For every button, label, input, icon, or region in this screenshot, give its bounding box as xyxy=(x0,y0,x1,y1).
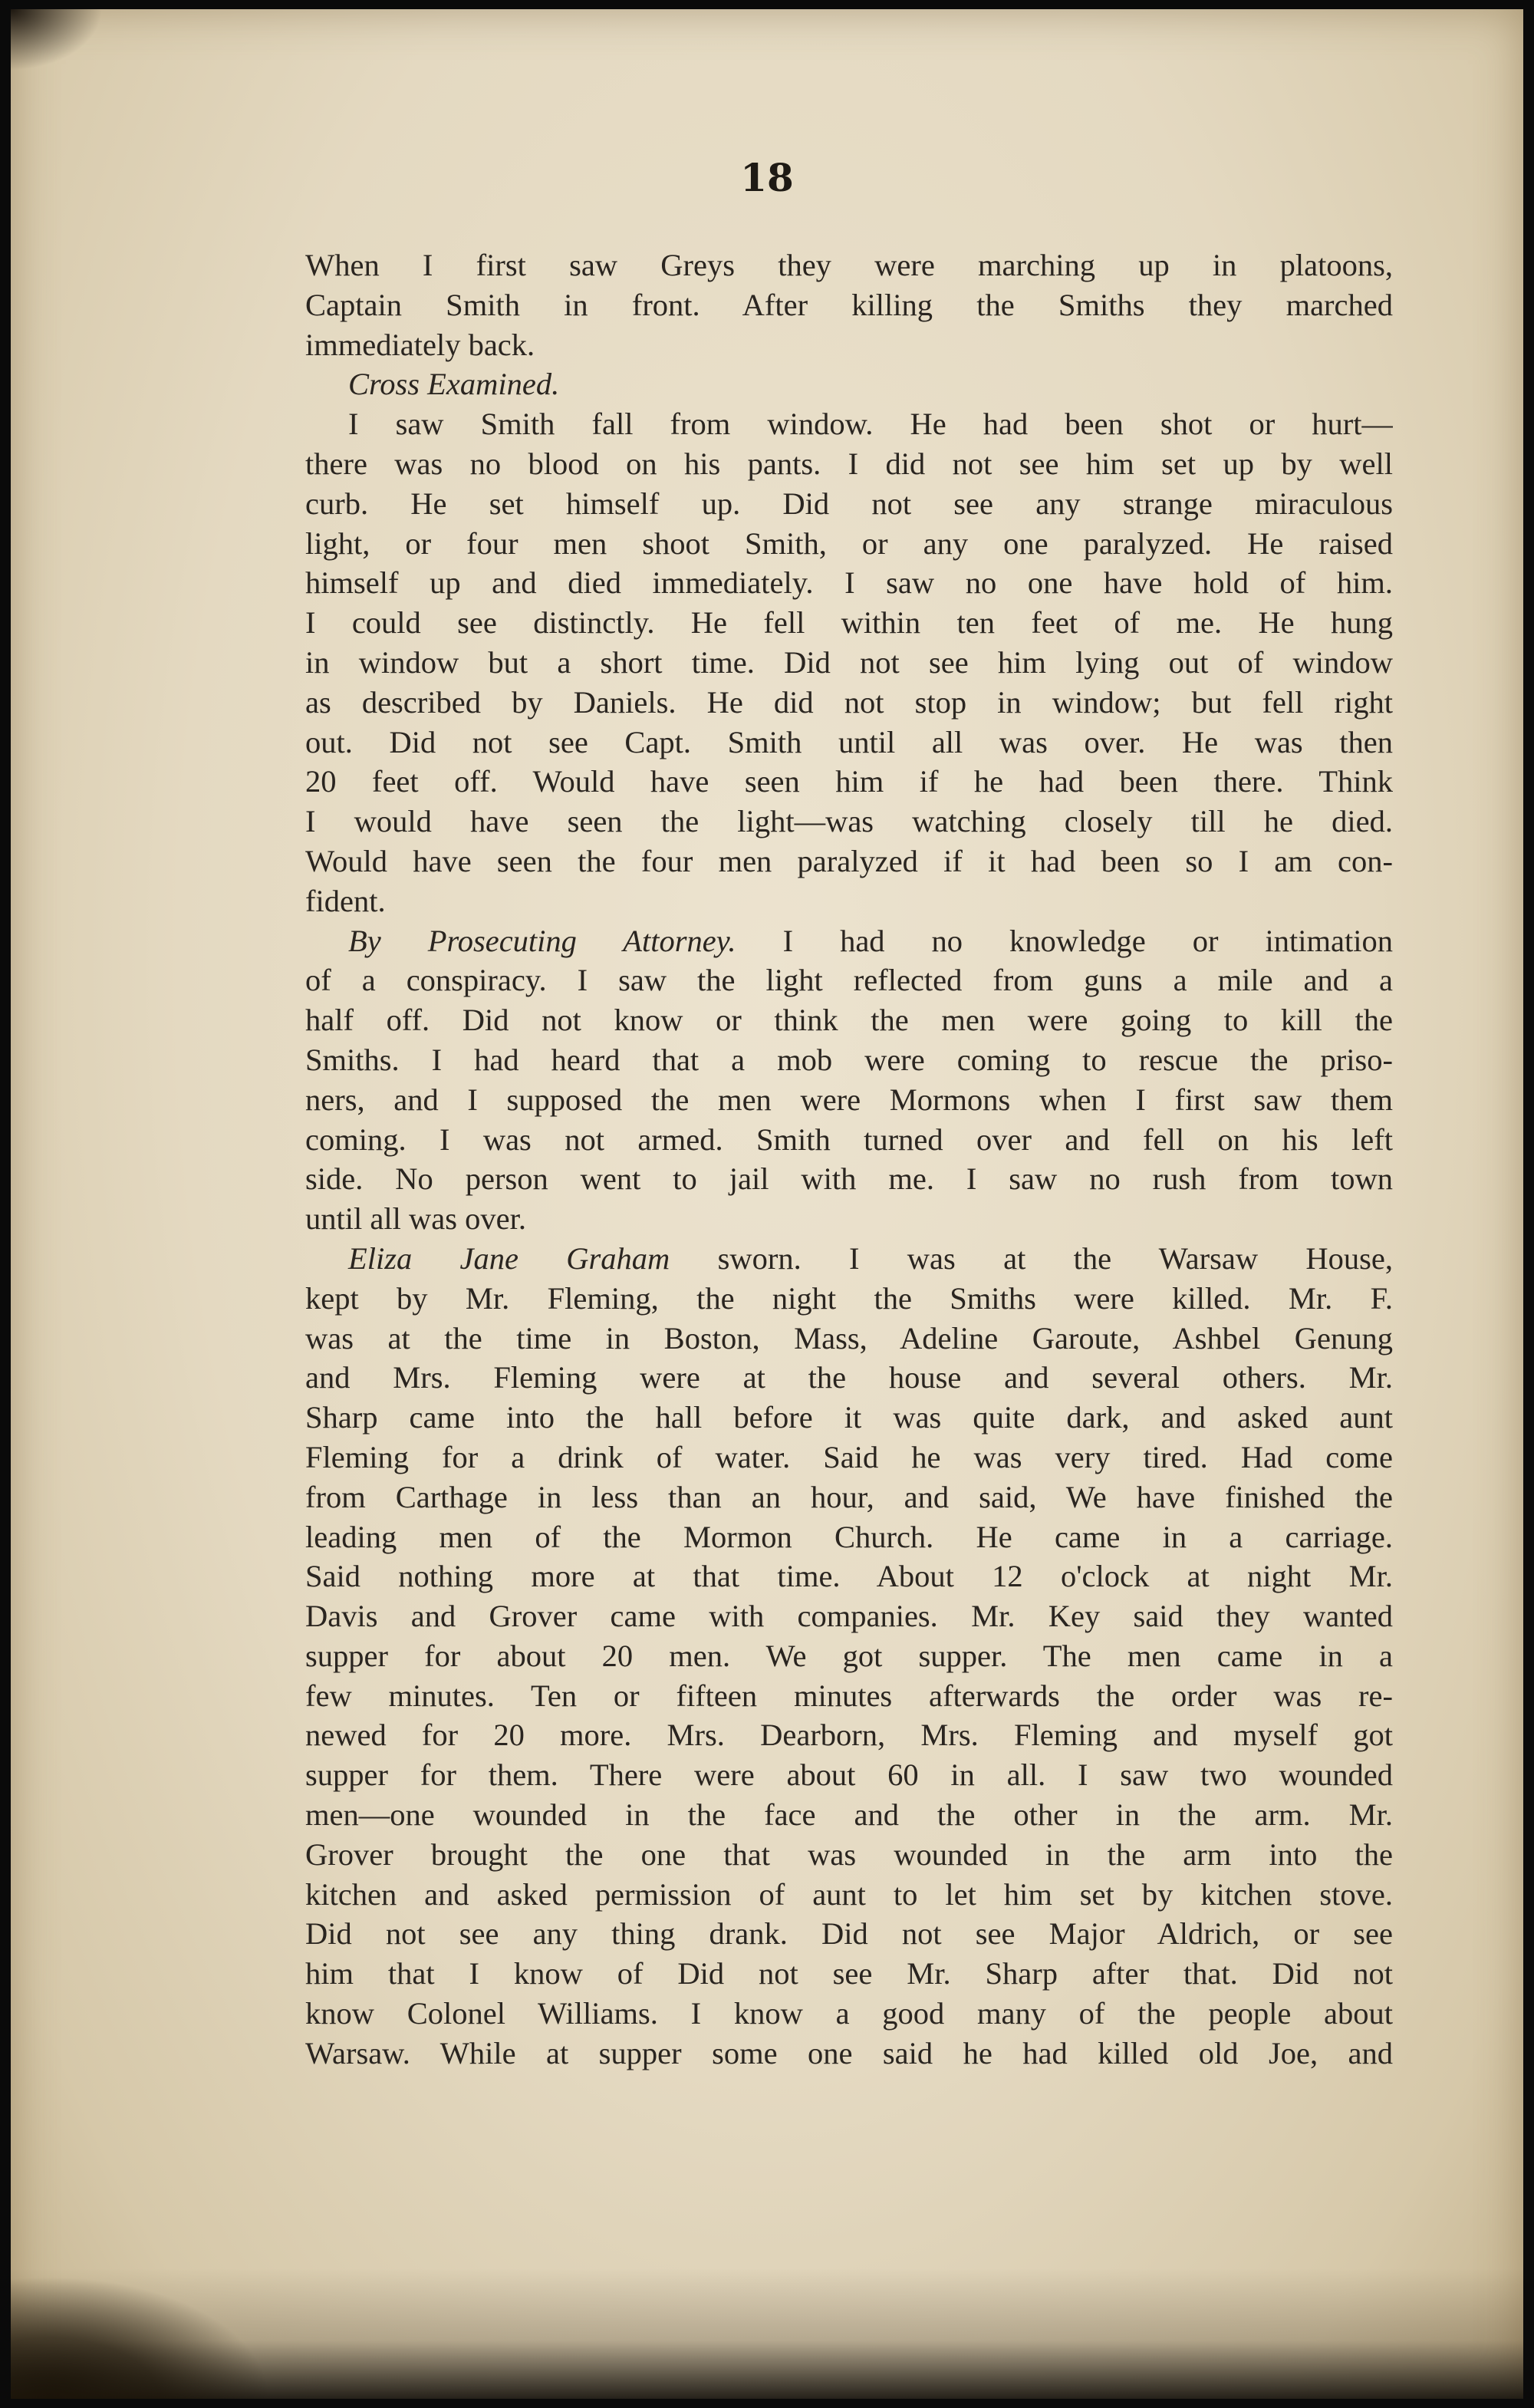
line-text: Sharp came into the hall before it was quite dark, and asked aunt xyxy=(305,1400,1393,1435)
document-page xyxy=(11,9,1523,2399)
line-text: as described by Daniels. He did not stop in window; but fell right xyxy=(305,684,1393,720)
line-text: Did not see any thing drank. Did not see Major Aldrich, or see xyxy=(305,1916,1393,1952)
line-text: and Mrs. Fleming were at the house and several others. Mr. xyxy=(305,1360,1393,1395)
line-text: newed for 20 more. Mrs. Dearborn, Mrs. Fleming and myself got xyxy=(305,1718,1393,1753)
line-text: supper for about 20 men. We got supper. The men came in a xyxy=(305,1638,1393,1673)
text-line xyxy=(305,1914,1393,1954)
text-line xyxy=(305,683,1393,723)
line-text: curb. He set himself up. Did not see any strange miraculous xyxy=(305,486,1393,521)
text-line xyxy=(305,1279,1393,1319)
line-text: Smiths. I had heard that a mob were coming to rescue the priso- xyxy=(305,1042,1393,1077)
text-line xyxy=(305,563,1393,603)
line-text: fident. xyxy=(305,883,386,918)
text-line xyxy=(305,404,1393,444)
text-line xyxy=(305,842,1393,881)
line-text: him that I know of Did not see Mr. Sharp after that. Did not xyxy=(305,1956,1393,1991)
text-line xyxy=(305,325,1393,365)
line-text: sworn. I was at the Warsaw House, xyxy=(670,1240,1393,1276)
text-line xyxy=(305,1875,1393,1915)
text-line xyxy=(305,1596,1393,1636)
text-line xyxy=(305,1319,1393,1359)
text-line xyxy=(305,1556,1393,1596)
text-line xyxy=(305,1517,1393,1557)
line-text: half off. Did not know or think the men were going to kill the xyxy=(305,1003,1393,1038)
line-text: supper for them. There were about 60 in all. I saw two wounded xyxy=(305,1757,1393,1793)
text-line xyxy=(305,1239,1393,1279)
line-text: leading men of the Mormon Church. He came in a carriage. xyxy=(305,1519,1393,1554)
line-text: kitchen and asked permission of aunt to let him set by kitchen stove. xyxy=(305,1876,1393,1912)
line-text: Would have seen the four men paralyzed if it had been so I am con- xyxy=(305,843,1393,878)
page-number: 18 xyxy=(740,155,794,200)
line-text: out. Did not see Capt. Smith until all was over. He was then xyxy=(305,724,1393,759)
text-line xyxy=(305,723,1393,763)
text-line xyxy=(305,1040,1393,1080)
text-line xyxy=(305,1755,1393,1795)
text-line xyxy=(305,762,1393,802)
text-line xyxy=(305,1994,1393,2034)
body-text xyxy=(305,245,1393,2074)
line-text: Captain Smith in front. After killing the Smiths they marched xyxy=(305,287,1393,322)
line-text: Cross Examined. xyxy=(348,367,560,402)
text-line xyxy=(305,2034,1393,2074)
line-text: in window but a short time. Did not see him lying out of window xyxy=(305,644,1393,680)
text-line xyxy=(305,1120,1393,1160)
text-line xyxy=(305,1080,1393,1120)
text-line xyxy=(305,643,1393,683)
speaker-lead: Eliza Jane Graham xyxy=(348,1240,670,1276)
text-line xyxy=(305,1159,1393,1199)
line-text: side. No person went to jail with me. I saw no rush from town xyxy=(305,1161,1393,1197)
text-line xyxy=(305,881,1393,921)
line-text: men—one wounded in the face and the other in the arm. Mr. xyxy=(305,1797,1393,1833)
line-text: Davis and Grover came with companies. Mr. Key said they wanted xyxy=(305,1599,1393,1634)
line-text: kept by Mr. Fleming, the night the Smiths were killed. Mr. F. xyxy=(305,1280,1393,1316)
text-line xyxy=(305,524,1393,564)
line-text: immediately back. xyxy=(305,327,535,362)
line-text: himself up and died immediately. I saw no one have hold of him. xyxy=(305,565,1393,601)
line-text: until all was over. xyxy=(305,1201,526,1237)
text-line xyxy=(305,1477,1393,1517)
text-line xyxy=(305,1199,1393,1239)
text-line xyxy=(305,1835,1393,1875)
text-line xyxy=(305,960,1393,1000)
text-line xyxy=(305,1954,1393,1994)
text-line xyxy=(305,444,1393,484)
line-text: few minutes. Ten or fifteen minutes afterwards the order was re- xyxy=(305,1678,1393,1713)
line-text: light, or four men shoot Smith, or any one paralyzed. He raised xyxy=(305,525,1393,561)
text-line xyxy=(305,1676,1393,1716)
text-line xyxy=(305,1000,1393,1040)
text-line xyxy=(305,1438,1393,1477)
speaker-lead: By Prosecuting Attorney. xyxy=(348,923,736,958)
line-text: I could see distinctly. He fell within ten feet of me. He hung xyxy=(305,605,1393,641)
line-text: I would have seen the light—was watching closely till he died. xyxy=(305,804,1393,839)
text-line xyxy=(305,1715,1393,1755)
text-line xyxy=(305,603,1393,643)
line-text: Said nothing more at that time. About 12 o'clock at night Mr. xyxy=(305,1559,1393,1594)
corner-stain xyxy=(11,9,103,71)
line-text: 20 feet off. Would have seen him if he had been there. Think xyxy=(305,764,1393,799)
water-stain xyxy=(11,2276,272,2399)
line-text: Warsaw. While at supper some one said he had killed old Joe, and xyxy=(305,2035,1393,2070)
text-line xyxy=(305,1636,1393,1676)
text-line xyxy=(305,1398,1393,1438)
line-text: there was no blood on his pants. I did not see him set up by well xyxy=(305,446,1393,481)
text-line xyxy=(305,484,1393,524)
line-text: was at the time in Boston, Mass, Adeline Garoute, Ashbel Genung xyxy=(305,1320,1393,1356)
line-text: Grover brought the one that was wounded in the arm into the xyxy=(305,1836,1393,1872)
text-line xyxy=(305,285,1393,325)
text-line xyxy=(305,245,1393,285)
text-line xyxy=(305,802,1393,842)
text-line xyxy=(305,921,1393,961)
text-line xyxy=(305,1795,1393,1835)
line-text: Fleming for a drink of water. Said he was very tired. Had come xyxy=(305,1439,1393,1474)
line-text: from Carthage in less than an hour, and said, We have finished the xyxy=(305,1479,1393,1514)
text-line xyxy=(305,1358,1393,1398)
line-text: coming. I was not armed. Smith turned over and fell on his left xyxy=(305,1122,1393,1157)
line-text: I had no knowledge or intimation xyxy=(736,923,1393,958)
text-line xyxy=(305,364,1393,404)
line-text: When I first saw Greys they were marching up in platoons, xyxy=(305,248,1393,282)
line-text: ners, and I supposed the men were Mormons when I first saw them xyxy=(305,1082,1393,1117)
line-text: know Colonel Williams. I know a good many of the people about xyxy=(305,1996,1393,2031)
line-text: I saw Smith fall from window. He had been shot or hurt— xyxy=(348,407,1393,442)
line-text: of a conspiracy. I saw the light reflected from guns a mile and a xyxy=(305,963,1393,998)
